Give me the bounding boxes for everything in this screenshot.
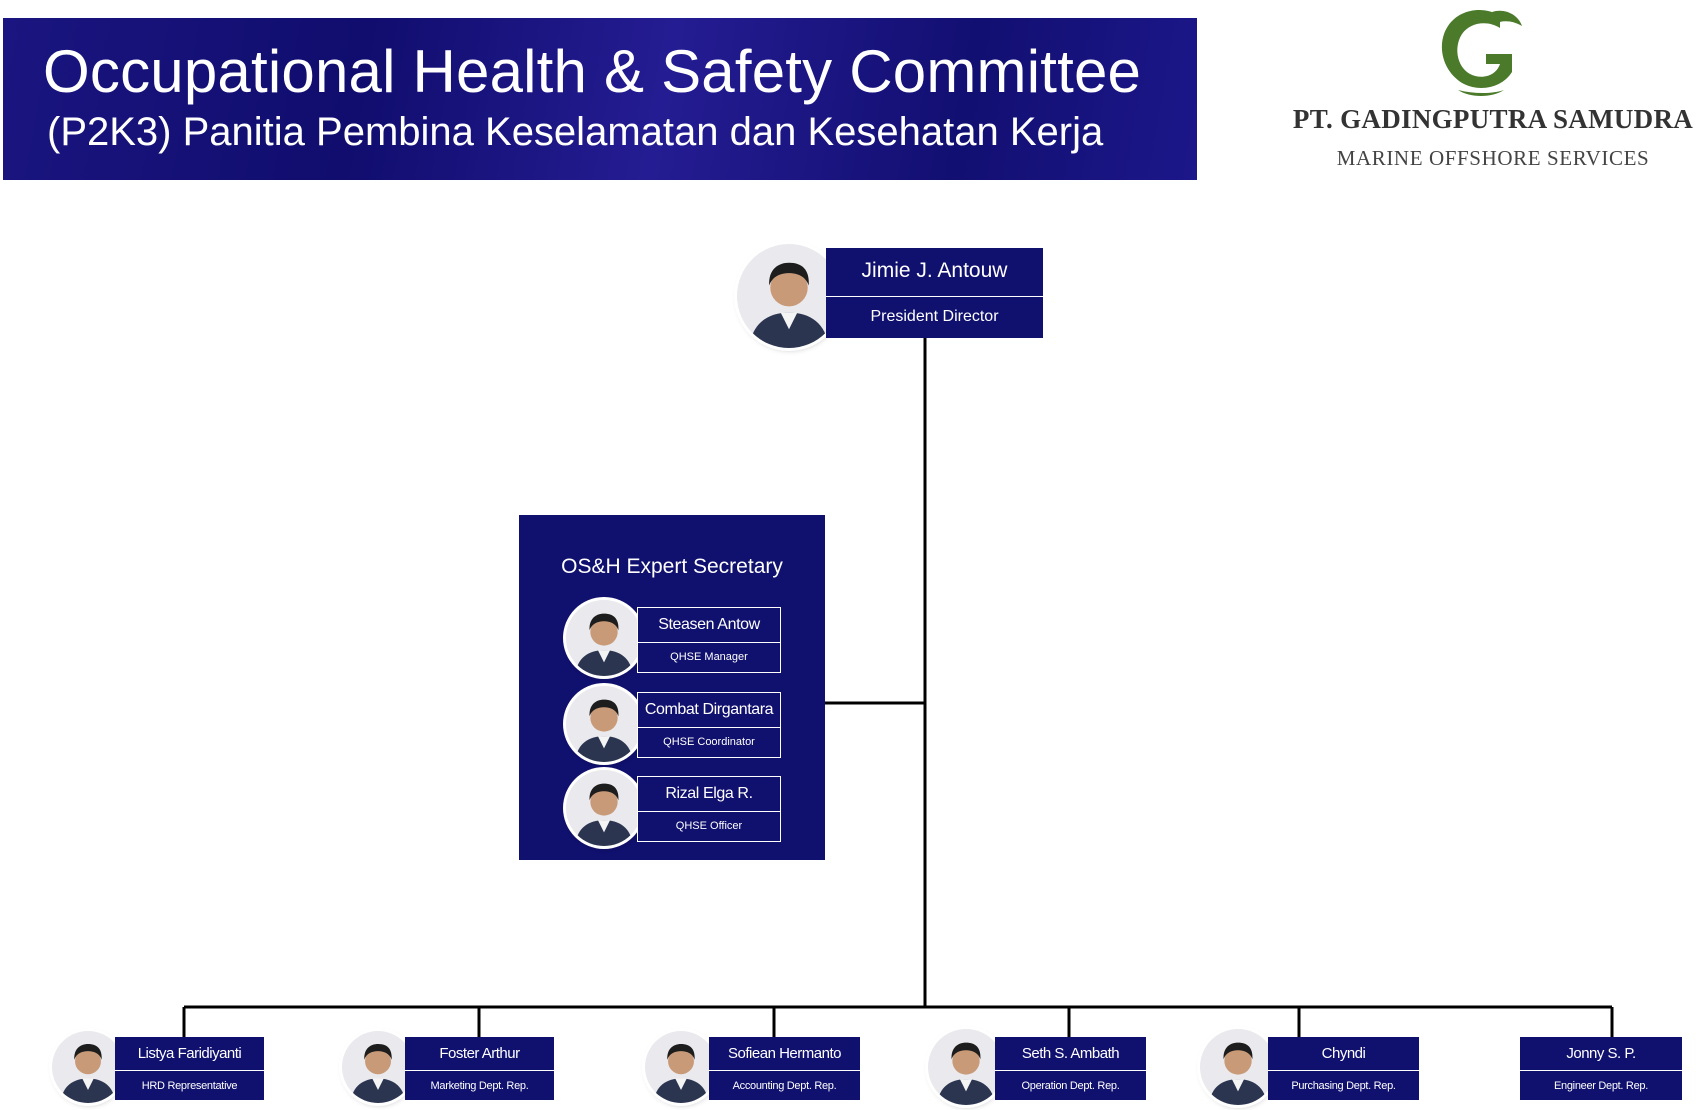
secretary-photo-1 (566, 600, 642, 676)
secretary-photo-3 (566, 770, 642, 846)
rep-role: HRD Representative (115, 1070, 264, 1100)
secretary-nameplate-1 (637, 607, 781, 673)
rep-photo-2 (342, 1031, 414, 1103)
title-line-1: Occupational Health & Safety Committee (43, 38, 1142, 105)
rep-nameplate-1 (115, 1037, 264, 1100)
rep-photo-4 (928, 1029, 1004, 1105)
secretary-member-name: Rizal Elga R. (665, 784, 753, 802)
rep-photo-3 (645, 1031, 717, 1103)
secretary-photo-2 (566, 686, 642, 762)
secretary-member-role: QHSE Coordinator (638, 727, 780, 757)
president-name: Jimie J. Antouw (861, 259, 1008, 283)
person-avatar-icon (1200, 1029, 1276, 1105)
rep-name: Jonny S. P. (1566, 1044, 1636, 1062)
rep-role: Accounting Dept. Rep. (709, 1070, 860, 1100)
rep-name: Chyndi (1321, 1044, 1366, 1062)
rep-name: Listya Faridiyanti (137, 1044, 242, 1062)
secretary-nameplate-2 (637, 692, 781, 758)
rep-nameplate-3 (709, 1037, 860, 1100)
secretary-member-role: QHSE Manager (638, 642, 780, 672)
rep-name: Sofiean Hermanto (728, 1044, 841, 1062)
person-avatar-icon (342, 1031, 414, 1103)
person-avatar-icon (928, 1029, 1004, 1105)
rep-nameplate-6 (1520, 1037, 1682, 1100)
rep-name: Seth S. Ambath (1021, 1044, 1120, 1062)
secretary-member-role: QHSE Officer (638, 811, 780, 841)
secretary-title: OS&H Expert Secretary (561, 555, 783, 578)
rep-role: Purchasing Dept. Rep. (1268, 1070, 1419, 1100)
rep-role: Engineer Dept. Rep. (1520, 1070, 1682, 1100)
person-avatar-icon (52, 1031, 124, 1103)
rep-photo-1 (52, 1031, 124, 1103)
president-nameplate (826, 248, 1043, 338)
rep-photo-5 (1200, 1029, 1276, 1105)
rep-nameplate-4 (995, 1037, 1146, 1100)
rep-role: Operation Dept. Rep. (995, 1070, 1146, 1100)
secretary-nameplate-3 (637, 776, 781, 842)
secretary-member-name: Steasen Antow (658, 615, 760, 633)
company-name: PT. GADINGPUTRA SAMUDRA (1292, 104, 1694, 134)
person-avatar-icon (566, 600, 642, 676)
person-avatar-icon (566, 770, 642, 846)
rep-nameplate-5 (1268, 1037, 1419, 1100)
rep-name: Foster Arthur (439, 1044, 520, 1062)
rep-nameplate-2 (405, 1037, 554, 1100)
company-tagline: MARINE OFFSHORE SERVICES (1336, 146, 1650, 170)
title-line-2: (P2K3) Panitia Pembina Keselamatan dan Kesehatan Kerja (47, 110, 1104, 154)
president-role: President Director (826, 296, 1043, 338)
person-avatar-icon (645, 1031, 717, 1103)
rep-role: Marketing Dept. Rep. (405, 1070, 554, 1100)
secretary-member-name: Combat Dirgantara (644, 700, 774, 718)
person-avatar-icon (566, 686, 642, 762)
